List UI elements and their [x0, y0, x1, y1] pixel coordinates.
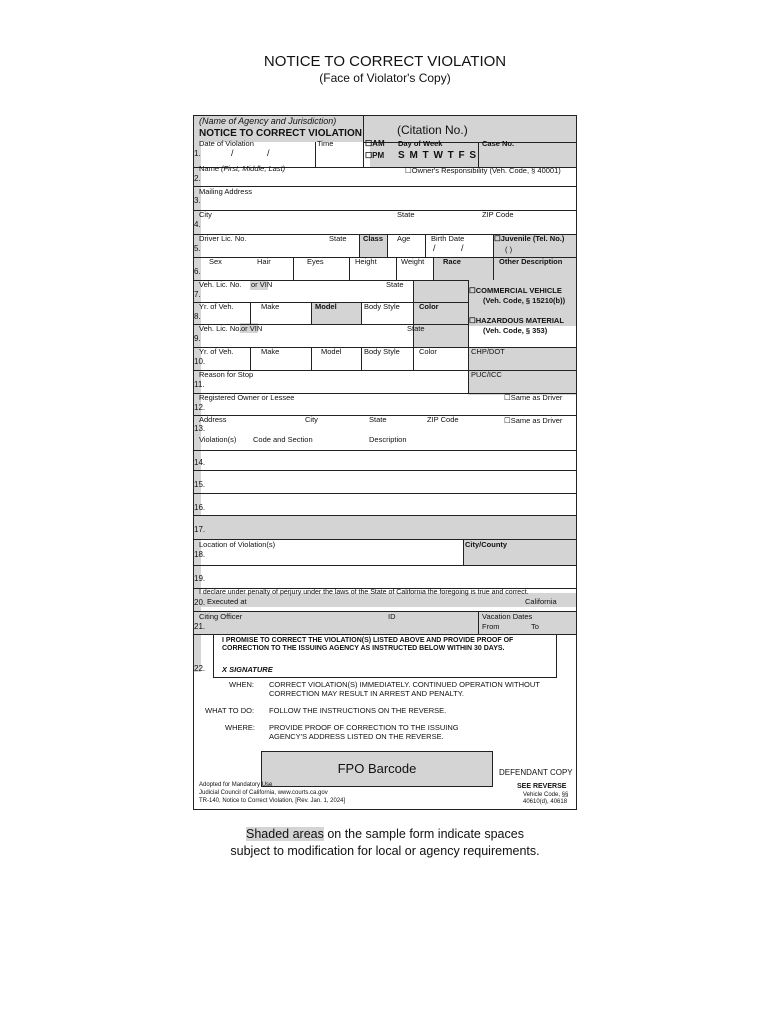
- page-subtitle: (Face of Violator's Copy): [319, 71, 451, 85]
- dl-label: Driver Lic. No.: [199, 234, 247, 243]
- hazmat-checkbox[interactable]: ☐ HAZARDOUS MATERIAL: [469, 317, 564, 325]
- defendant-copy: DEFENDANT COPY: [499, 768, 573, 777]
- form-title: NOTICE TO CORRECT VIOLATION: [199, 128, 362, 139]
- shaded-areas-highlight: Shaded areas: [246, 827, 324, 841]
- barcode-area: FPO Barcode: [261, 751, 493, 787]
- commercial-vehicle-checkbox[interactable]: ☐ COMMERCIAL VEHICLE: [469, 287, 562, 295]
- case-label: Case No.: [482, 139, 515, 148]
- declaration: I declare under penalty of perjury under the laws of the State of California the foregoing is true and correct.: [199, 589, 529, 596]
- promise-text: I PROMISE TO CORRECT THE VIOLATION(S) LISTED ABOVE AND PROVIDE PROOF OF CORRECTION TO THE ISSUING AGENCY AS INSTRUCTED BELOW WITHIN 30 DAYS.: [222, 637, 514, 652]
- name-label: Name: [199, 164, 220, 173]
- page-title: NOTICE TO CORRECT VIOLATION: [263, 53, 507, 70]
- pm-checkbox[interactable]: ☐ PM: [365, 152, 384, 161]
- signature-label: X SIGNATURE: [222, 665, 273, 674]
- same-as-driver-checkbox-1[interactable]: ☐ Same as Driver: [504, 394, 562, 402]
- day-label: Day of Week: [398, 139, 443, 148]
- mailing-label: Mailing Address: [199, 187, 252, 196]
- juvenile-checkbox[interactable]: ☐ Juvenile (Tel. No.): [494, 235, 564, 243]
- veh-lic-label: Veh. Lic. No.: [199, 280, 242, 289]
- footer-note: Shaded areas on the sample form indicate spaces subject to modification for local or agency requirements.: [230, 827, 540, 858]
- form-id: TR-140, Notice to Correct Violation, [Rev. Jan. 1, 2024]: [199, 798, 346, 804]
- agency-name: (Name of Agency and Jurisdiction): [199, 116, 337, 126]
- date-label: Date of Violation: [199, 139, 254, 148]
- time-label: Time: [317, 139, 334, 148]
- officer-label: Citing Officer: [199, 612, 243, 621]
- citation-number: (Citation No.): [397, 123, 468, 137]
- day-of-week[interactable]: S M T W T F S: [398, 150, 478, 161]
- owner-responsibility-checkbox[interactable]: ☐ Owner's Responsibility (Veh. Code, § 40001): [405, 167, 561, 175]
- am-checkbox[interactable]: ☐ AM: [365, 140, 385, 149]
- citation-form: (Name of Agency and Jurisdiction) NOTICE TO CORRECT VIOLATION (Citation No.) Date of Violation / / Time ☐ AM ☐ PM Day of Week S M T W T F S Case No. Name (First, Middle, Last) ☐ Owner's Responsibility (Veh. Code, § 40001) Mailing Address City State ZIP Code Driver Lic. No. State Class Age Birth Date / / ☐ Juvenile (Tel. No.) ( ) Sex Hair Eyes Height Weight Race Other Description Veh. Lic. No. or VIN State ☐ COMMERCIAL VEHICLE (Veh. Code, § 15210(b)) Yr. of Veh. Make Model Body Style Color ☐ HAZARDOUS MATERIAL (Veh. Code, § 353) Veh. Lic. No. or VIN State Yr. of Veh. Make Model Body Style Color CHP/DOT Reason for Stop PUC/ICC Registered Owner or Lessee ☐ Same as Driver Address City State ZIP Code ☐ Same as Driver Violation(s) Code and Section Description Location of Violation(s) City/County I declare under penalty of perjury under the laws of the State of California the foregoing is true and correct. Executed at California Citing Officer ID Vacation Dates From To I PROMISE TO CORRECT THE VIOLATION(S) LISTED ABOVE AND PROVIDE PROOF OF CORRECTION TO THE ISSUING AGENCY AS INSTRUCTED BELOW WITHIN 30 DAYS. X SIGNATURE WHEN: CORRECT VIOLATION(S) IMMEDIATELY. CONTINUED OPERATION WITHOUT CORRECTION MAY RESULT IN ARREST AND PENALTY. WHAT TO DO: FOLLOW THE INSTRUCTIONS ON THE REVERSE. WHERE: PROVIDE PROOF OF CORRECTION TO THE ISSUING AGENCY'S ADDRESS LISTED ON THE REVERSE. FPO Barcode DEFENDANT COPY Adopted for Mandatory Use Judicial Council of California, www.courts.ca.gov TR-140, Notice to Correct Violation, [Rev. Jan. 1, 2024] SEE REVERSE Vehicle Code, §§ 40610(d), 40618 1. 2. 3. 4. 5. 6. 7. 8. 9. 10. 11. 12. 13. 14. 15. 16. 17. 18. 19. 20. 21. 22.: [193, 115, 577, 810]
- signature-box[interactable]: [213, 634, 557, 678]
- same-as-driver-checkbox-2[interactable]: ☐ Same as Driver: [504, 417, 562, 425]
